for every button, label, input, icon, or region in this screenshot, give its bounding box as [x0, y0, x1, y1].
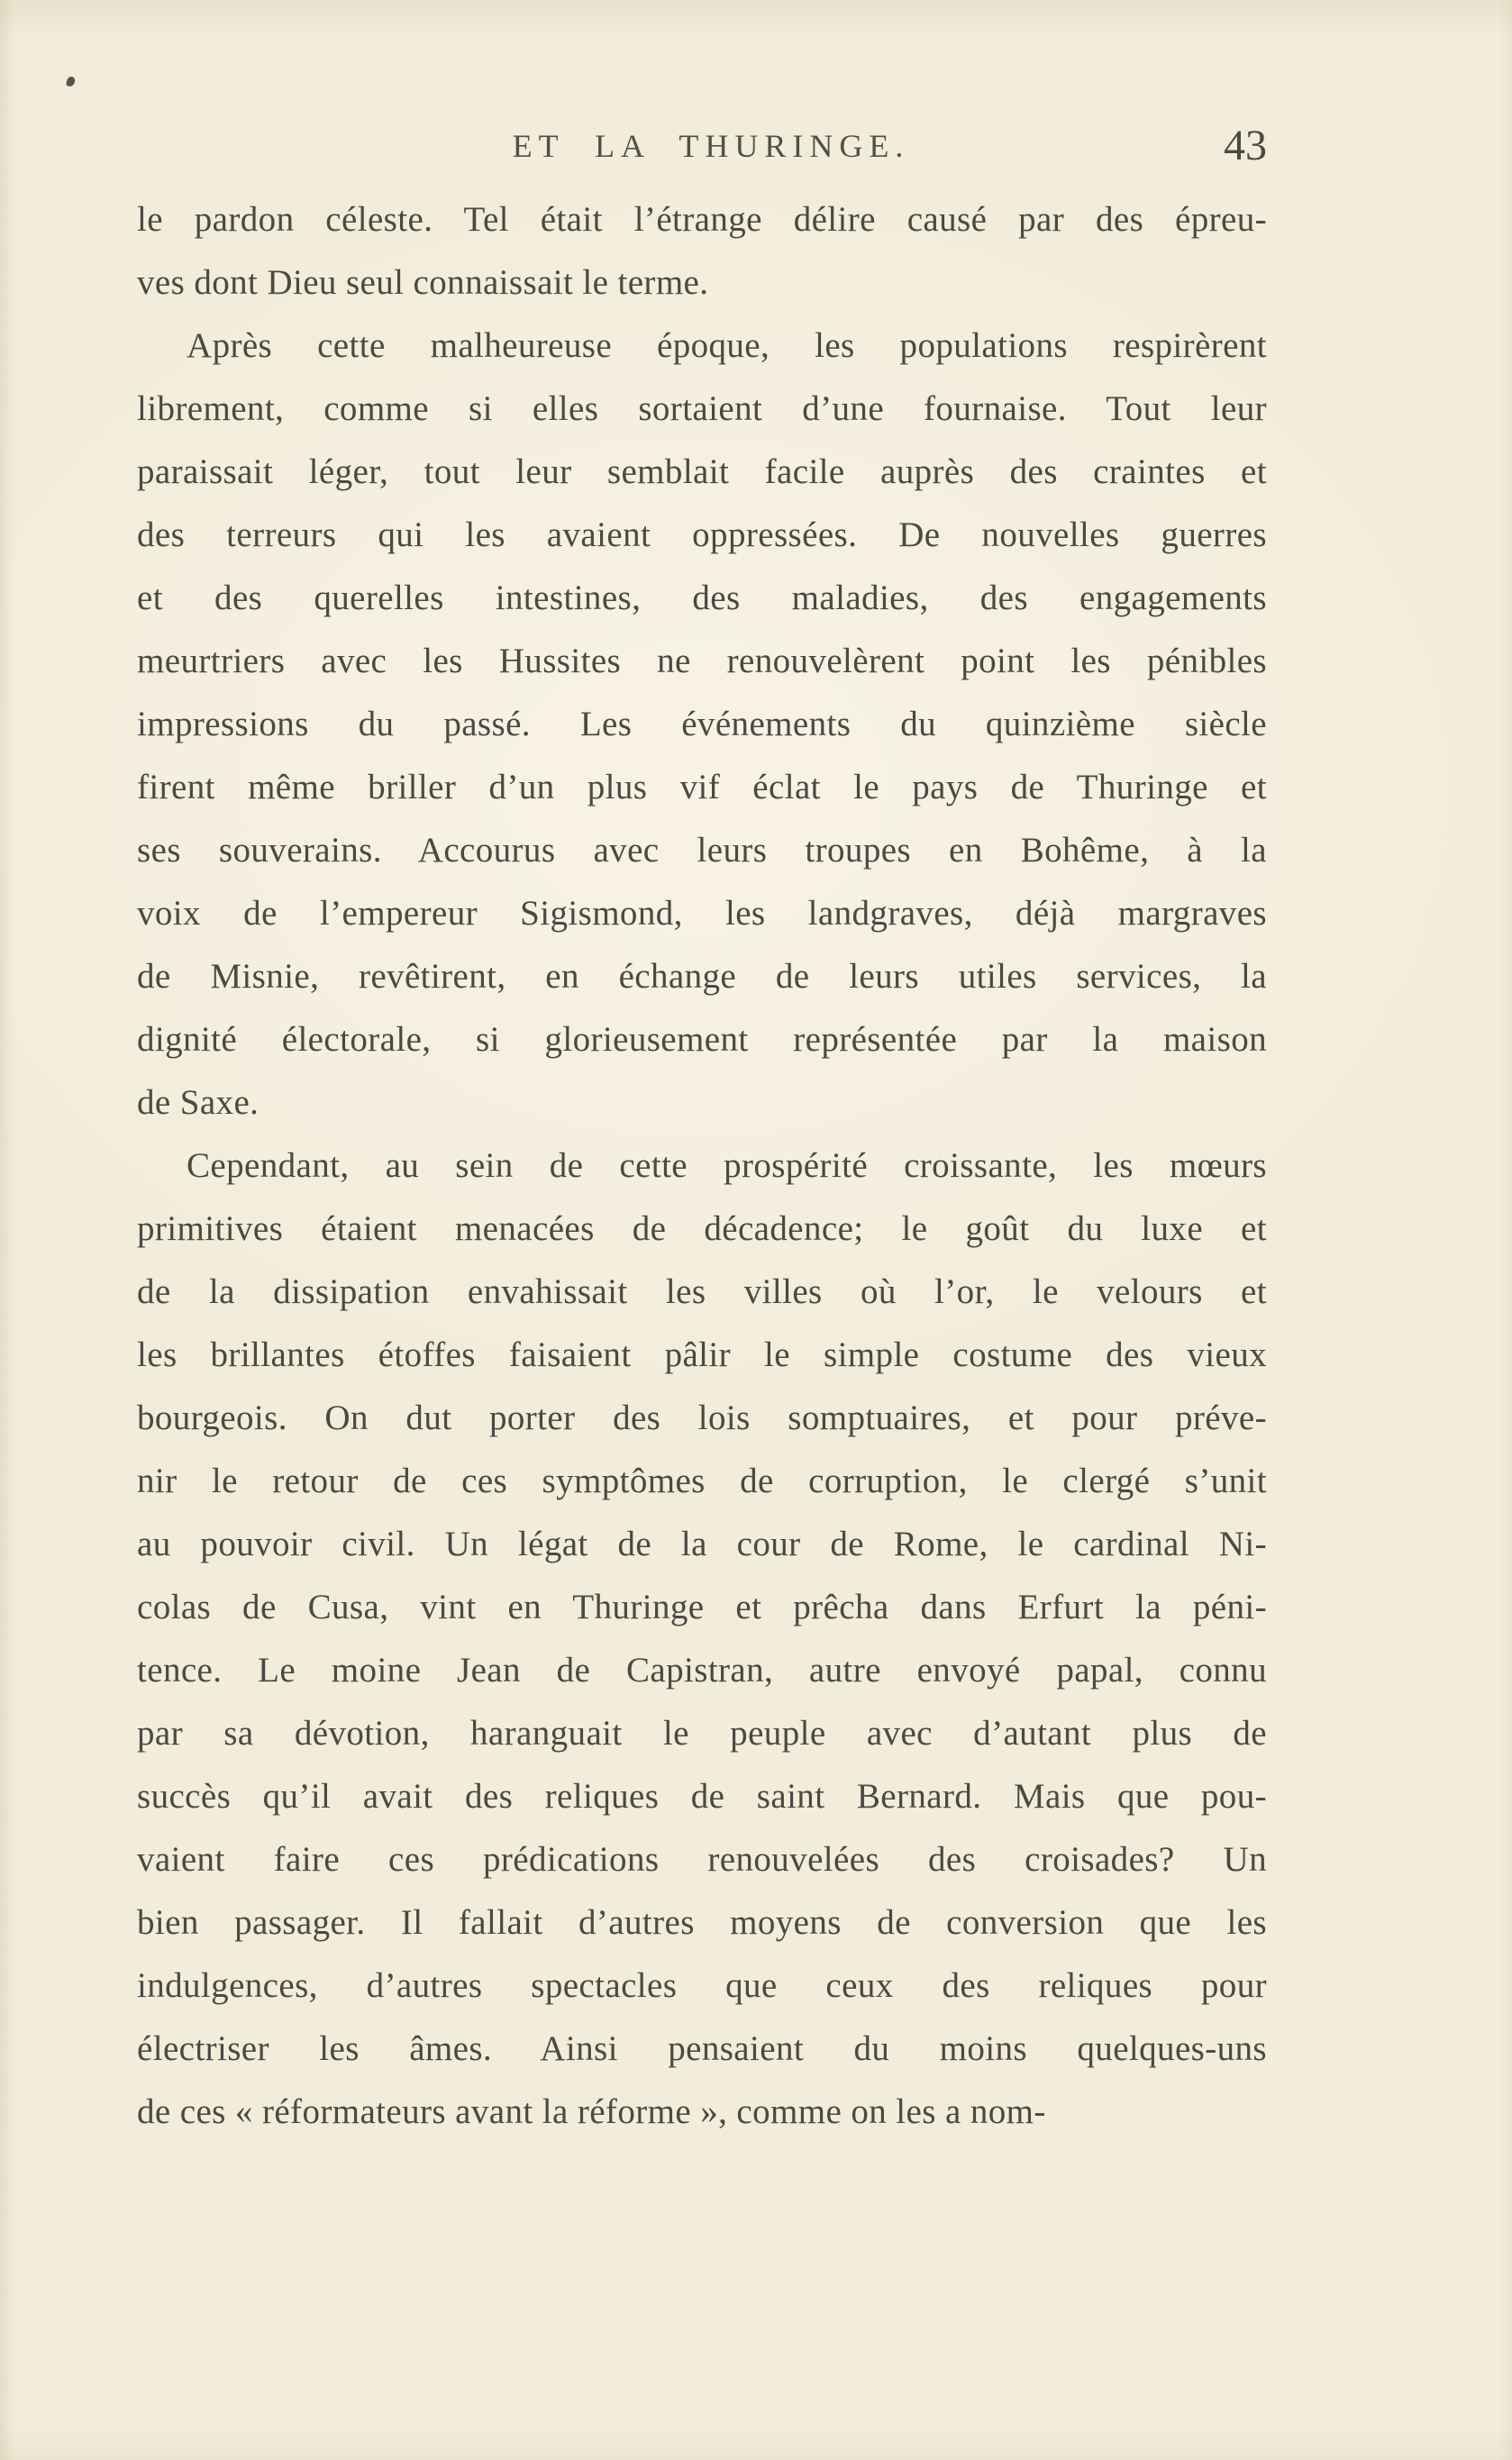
- running-title: ET LA THURINGE.: [512, 128, 910, 164]
- text-line: librement, comme si elles sortaient d’une fournaise. Tout leur: [137, 389, 1267, 428]
- text-line: de ces « réformateurs avant la réforme », comme on les a nom-: [137, 2092, 1046, 2131]
- text-line: de Misnie, revêtirent, en échange de leurs utiles services, la: [137, 957, 1267, 996]
- text-line: par sa dévotion, haranguait le peuple avec d’autant plus de: [137, 1714, 1267, 1753]
- text-line: le pardon céleste. Tel était l’étrange délire causé par des épreu-: [137, 200, 1267, 239]
- text-line: bien passager. Il fallait d’autres moyens de conversion que les: [137, 1903, 1267, 1942]
- ink-speck: [66, 76, 76, 87]
- page-number: 43: [1224, 122, 1267, 169]
- text-line: au pouvoir civil. Un légat de la cour de Rome, le cardinal Ni-: [137, 1525, 1267, 1563]
- text-line: ves dont Dieu seul connaissait le terme.: [137, 263, 709, 302]
- text-line: voix de l’empereur Sigismond, les landgraves, déjà margraves: [137, 894, 1267, 933]
- text-line: paraissait léger, tout leur semblait facile auprès des craintes et: [137, 452, 1267, 491]
- text-line: Après cette malheureuse époque, les populations respirèrent: [187, 326, 1267, 365]
- text-line: indulgences, d’autres spectacles que ceux des reliques pour: [137, 1966, 1267, 2005]
- text-line: des terreurs qui les avaient oppressées. De nouvelles guerres: [137, 515, 1267, 554]
- text-line: de la dissipation envahissait les villes où l’or, le velours et: [137, 1272, 1267, 1311]
- text-line: meurtriers avec les Hussites ne renouvelèrent point les pénibles: [137, 642, 1267, 680]
- text-line: électriser les âmes. Ainsi pensaient du moins quelques-uns: [137, 2029, 1267, 2068]
- running-head: [137, 124, 1267, 178]
- text-line: nir le retour de ces symptômes de corruption, le clergé s’unit: [137, 1462, 1267, 1500]
- text-line: bourgeois. On dut porter des lois somptuaires, et pour préve-: [137, 1399, 1267, 1437]
- text-line: dignité électorale, si glorieusement représentée par la maison: [137, 1020, 1267, 1059]
- text-line: impressions du passé. Les événements du quinzième siècle: [137, 705, 1267, 743]
- text-line: Cependant, au sein de cette prospérité croissante, les mœurs: [187, 1146, 1267, 1185]
- page-text: [137, 188, 1267, 2144]
- text-line: les brillantes étoffes faisaient pâlir le simple costume des vieux: [137, 1335, 1267, 1374]
- text-line: et des querelles intestines, des maladies, des engagements: [137, 579, 1267, 617]
- text-line: tence. Le moine Jean de Capistran, autre envoyé papal, connu: [137, 1651, 1267, 1690]
- text-line: succès qu’il avait des reliques de saint Bernard. Mais que pou-: [137, 1777, 1267, 1816]
- text-line: vaient faire ces prédications renouvelées des croisades? Un: [137, 1840, 1267, 1879]
- text-line: primitives étaient menacées de décadence; le goût du luxe et: [137, 1209, 1267, 1248]
- text-line: firent même briller d’un plus vif éclat le pays de Thuringe et: [137, 768, 1267, 806]
- text-line: colas de Cusa, vint en Thuringe et prêcha dans Erfurt la péni-: [137, 1588, 1267, 1626]
- text-line: de Saxe.: [137, 1083, 260, 1122]
- text-line: ses souverains. Accourus avec leurs troupes en Bohême, à la: [137, 831, 1267, 870]
